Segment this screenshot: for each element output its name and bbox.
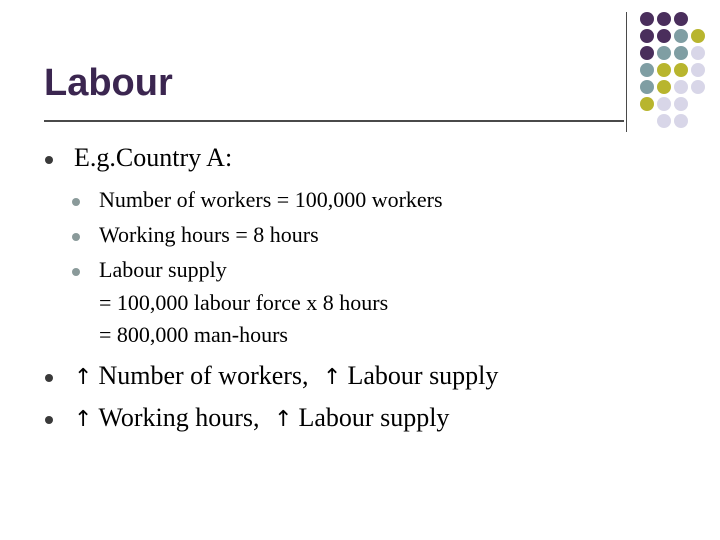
hours-increase-text: Working hours, (98, 403, 260, 432)
labour-supply-text: Labour supply (298, 403, 450, 432)
bullet-marker (72, 233, 80, 241)
slide-title: Labour (44, 62, 173, 104)
up-arrow-icon: ↑ (323, 365, 342, 390)
bullet-marker (72, 268, 80, 276)
bullet-workers-increase (74, 361, 498, 391)
up-arrow-icon: ↑ (74, 365, 93, 390)
labour-supply-calc-line1: = 100,000 labour force x 8 hours (99, 290, 389, 315)
up-arrow-icon: ↑ (74, 407, 93, 432)
bullet-marker (45, 416, 53, 424)
workers-increase-text: Number of workers, (98, 361, 309, 390)
up-arrow-icon: ↑ (274, 407, 293, 432)
labour-supply-calc-line2: = 800,000 man-hours (99, 322, 288, 347)
bullet-hours-increase (74, 403, 449, 433)
bullet-marker (72, 198, 80, 206)
bullet-country-a: E.g.Country A: (74, 143, 233, 172)
bullet-marker (45, 156, 53, 164)
bullet-working-hours: Working hours = 8 hours (99, 222, 319, 247)
bullet-labour-supply: Labour supply (99, 257, 227, 282)
labour-supply-text: Labour supply (347, 361, 499, 390)
bullet-marker (45, 374, 53, 382)
bullet-number-of-workers: Number of workers = 100,000 workers (99, 187, 443, 212)
